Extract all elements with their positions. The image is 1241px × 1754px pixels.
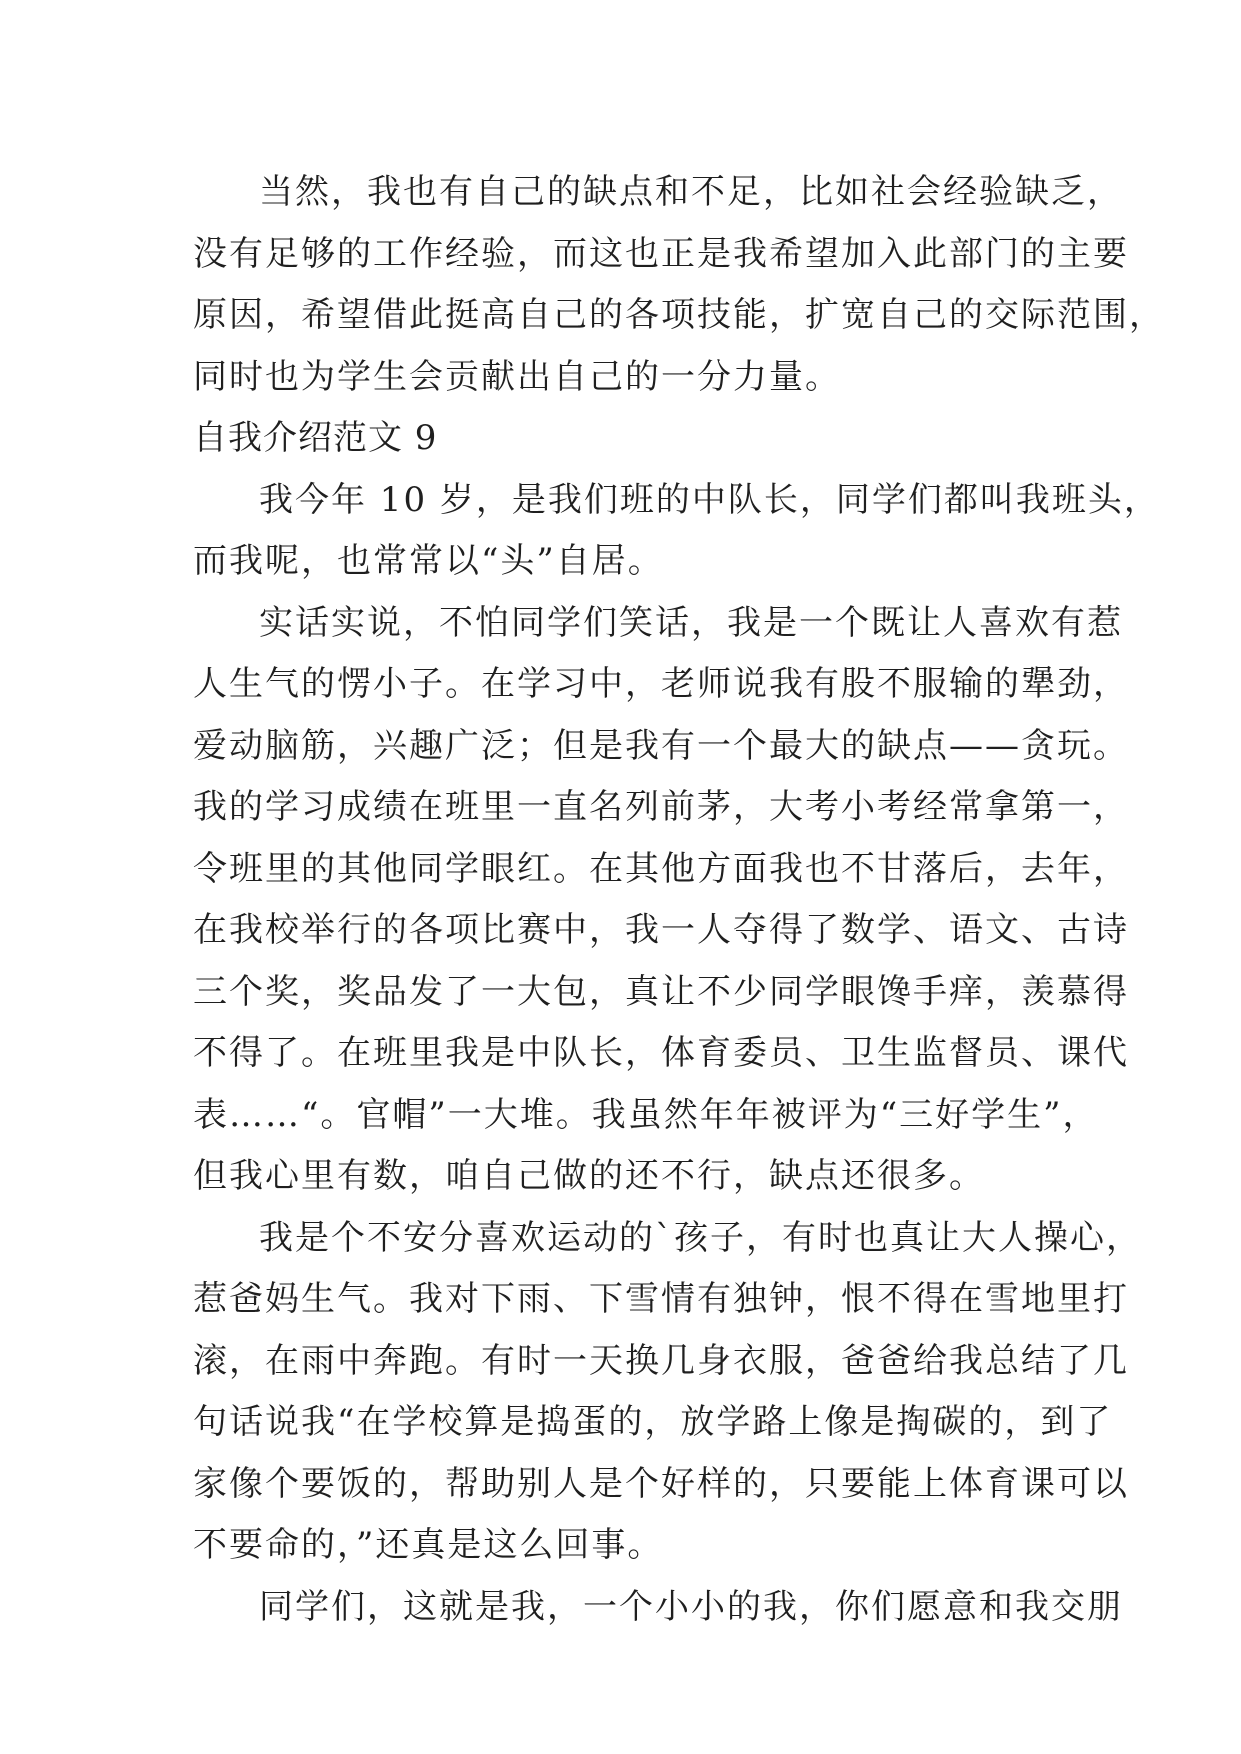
text-line: 家像个要饭的，帮助别人是个好样的，只要能上体育课可以 [193, 1463, 1129, 1504]
text-line: 我的学习成绩在班里一直名列前茅，大考小考经常拿第一， [193, 787, 1129, 827]
text-line: 同时也为学生会贡献出自己的一分力量。 [193, 356, 841, 397]
text-line: 三个奖，奖品发了一大包，真让不少同学眼馋手痒，羡慕得 [193, 971, 1129, 1012]
text-line: 在我校举行的各项比赛中，我一人夺得了数学、语文、古诗 [193, 910, 1129, 950]
text-line: 原因，希望借此挺高自己的各项技能，扩宽自己的交际范围， [193, 295, 1165, 335]
text-line: 爱动脑筋，兴趣广泛；但是我有一个最大的缺点——贪玩。 [193, 725, 1129, 766]
text-line: 句话说我“在学校算是捣蛋的，放学路上像是掏碳的，到了 [193, 1402, 1113, 1442]
text-line: 惹爸妈生气。我对下雨、下雪情有独钟，恨不得在雪地里打 [193, 1279, 1129, 1319]
text-line: 同学们，这就是我，一个小小的我，你们愿意和我交朋 [259, 1586, 1123, 1627]
paragraph-4 [193, 1208, 1142, 1577]
heading-text: 自我介绍范文 9 [193, 418, 438, 458]
text-line: 实话实说，不怕同学们笑话，我是一个既让人喜欢有惹 [259, 602, 1123, 643]
text-line: 没有足够的工作经验，而这也正是我希望加入此部门的主要 [193, 233, 1129, 274]
text-line: 表……“。官帽”一大堆。我虽然年年被评为“三好学生”， [193, 1094, 1099, 1135]
text-line: 当然，我也有自己的缺点和不足，比如社会经验缺乏， [259, 172, 1123, 212]
paragraph-1 [193, 162, 1165, 408]
text-line: 我今年 10 岁，是我们班的中队长，同学们都叫我班头， [259, 479, 1160, 520]
text-line: 不要命的，”还真是这么回事。 [193, 1525, 664, 1565]
section-heading [193, 408, 1073, 470]
text-line: 但我心里有数，咱自己做的还不行，缺点还很多。 [193, 1156, 985, 1196]
text-line: 人生气的愣小子。在学习中，老师说我有股不服输的犟劲， [193, 664, 1129, 704]
paragraph-3 [193, 593, 1129, 1208]
text-line: 滚，在雨中奔跑。有时一天换几身衣服，爸爸给我总结了几 [193, 1340, 1129, 1381]
text-line: 不得了。在班里我是中队长，体育委员、卫生监督员、课代 [193, 1033, 1129, 1073]
document-body [193, 162, 1165, 1638]
text-line: 令班里的其他同学眼红。在其他方面我也不甘落后，去年， [193, 848, 1129, 889]
paragraph-2 [193, 470, 1160, 593]
paragraph-5 [193, 1577, 1123, 1639]
text-line: 我是个不安分喜欢运动的`孩子，有时也真让大人操心， [259, 1217, 1142, 1258]
text-line: 而我呢，也常常以“头”自居。 [193, 541, 664, 581]
